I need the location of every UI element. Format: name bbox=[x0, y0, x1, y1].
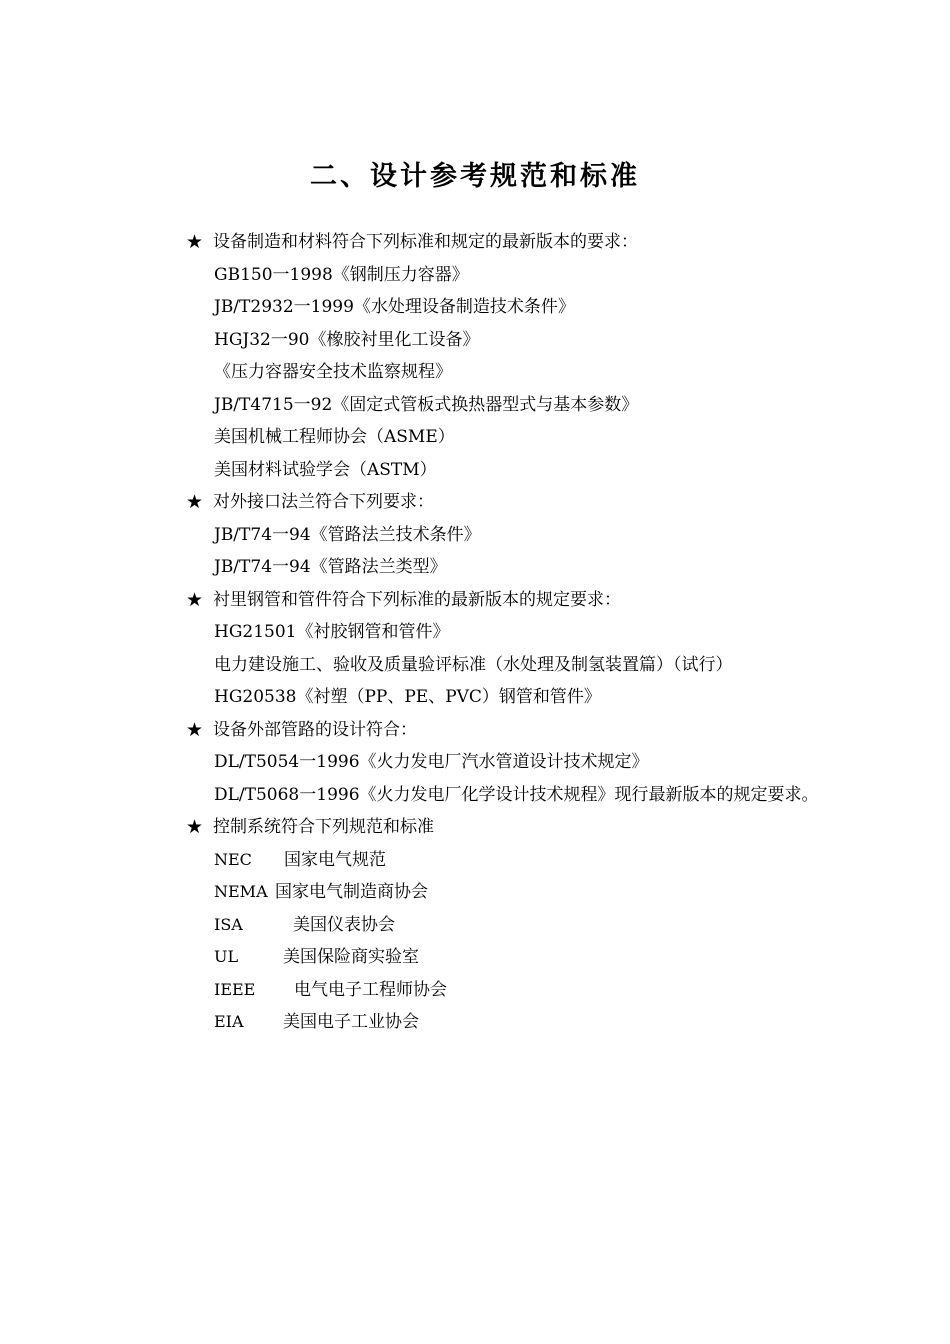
page-title: 二、设计参考规范和标准 bbox=[310, 161, 640, 192]
standard-item: HGJ32一90《橡胶衬里化工设备》 bbox=[214, 329, 480, 350]
abbreviation-name: 国家电气规范 bbox=[284, 849, 386, 870]
section-heading-text: 对外接口法兰符合下列要求： bbox=[213, 492, 434, 512]
standard-item: 电力建设施工、验收及质量验评标准（水处理及制氢装置篇）（试行） bbox=[214, 654, 733, 675]
section-heading-text: 设备外部管路的设计符合： bbox=[213, 719, 417, 740]
star-bullet-icon: ★ bbox=[186, 718, 204, 741]
standard-item: 美国机械工程师协会（ASME） bbox=[214, 427, 455, 447]
abbreviation-row bbox=[186, 876, 846, 909]
abbreviation-name: 国家电气制造商协会 bbox=[275, 882, 428, 902]
standard-item: 《压力容器安全技术监察规程》 bbox=[214, 362, 452, 382]
section-flanges bbox=[186, 486, 846, 584]
standard-item: JB/T74一94《管路法兰类型》 bbox=[214, 557, 447, 577]
section-heading bbox=[186, 714, 846, 747]
standard-item: DL/T5068一1996《火力发电厂化学设计技术规程》现行最新版本的规定要求。 bbox=[214, 784, 819, 805]
abbreviation-code: ISA bbox=[214, 914, 243, 934]
star-bullet-icon: ★ bbox=[186, 588, 204, 611]
abbreviation-row bbox=[186, 1006, 846, 1039]
abbreviation-code: EIA bbox=[214, 1012, 244, 1031]
section-heading-text: 控制系统符合下列规范和标准 bbox=[213, 817, 434, 837]
abbreviation-name: 美国仪表协会 bbox=[293, 914, 395, 935]
abbreviation-name: 美国保险商实验室 bbox=[283, 947, 419, 967]
section-control-system bbox=[186, 811, 846, 1039]
section-lined-pipes bbox=[186, 584, 846, 714]
standard-item: HG21501《衬胶钢管和管件》 bbox=[214, 622, 450, 642]
abbreviation-row bbox=[186, 941, 846, 974]
star-bullet-icon: ★ bbox=[186, 491, 204, 513]
abbreviation-name: 电气电子工程师协会 bbox=[294, 979, 447, 1000]
section-heading bbox=[186, 226, 846, 259]
standard-item: HG20538《衬塑（PP、PE、PVC）钢管和管件》 bbox=[214, 687, 601, 707]
section-heading bbox=[186, 486, 846, 519]
standard-item: DL/T5054一1996《火力发电厂汽水管道设计技术规定》 bbox=[214, 752, 649, 772]
section-heading bbox=[186, 584, 846, 617]
standard-item: JB/T74一94《管路法兰技术条件》 bbox=[214, 524, 481, 545]
standards-content bbox=[186, 226, 846, 1039]
section-external-piping bbox=[186, 714, 846, 812]
star-bullet-icon: ★ bbox=[186, 231, 204, 253]
abbreviation-row bbox=[186, 909, 846, 942]
standard-item: 美国材料试验学会（ASTM） bbox=[214, 459, 437, 480]
section-heading bbox=[186, 811, 846, 844]
abbreviation-row bbox=[186, 844, 846, 877]
abbreviation-name: 美国电子工业协会 bbox=[283, 1012, 419, 1032]
section-heading-text: 设备制造和材料符合下列标准和规定的最新版本的要求： bbox=[213, 232, 638, 252]
standard-item: JB/T2932一1999《水处理设备制造技术条件》 bbox=[214, 297, 575, 317]
section-heading-text: 衬里钢管和管件符合下列标准的最新版本的规定要求： bbox=[213, 589, 621, 610]
abbreviation-code: UL bbox=[214, 947, 239, 966]
standard-item: JB/T4715一92《固定式管板式换热器型式与基本参数》 bbox=[214, 394, 639, 415]
star-bullet-icon: ★ bbox=[186, 816, 204, 838]
abbreviation-code: NEMA bbox=[214, 882, 268, 901]
abbreviation-row bbox=[186, 974, 846, 1007]
standard-item: GB150一1998《钢制压力容器》 bbox=[214, 264, 469, 285]
section-equipment-materials bbox=[186, 226, 846, 486]
abbreviation-code: IEEE bbox=[214, 979, 256, 999]
abbreviation-code: NEC bbox=[214, 849, 252, 869]
